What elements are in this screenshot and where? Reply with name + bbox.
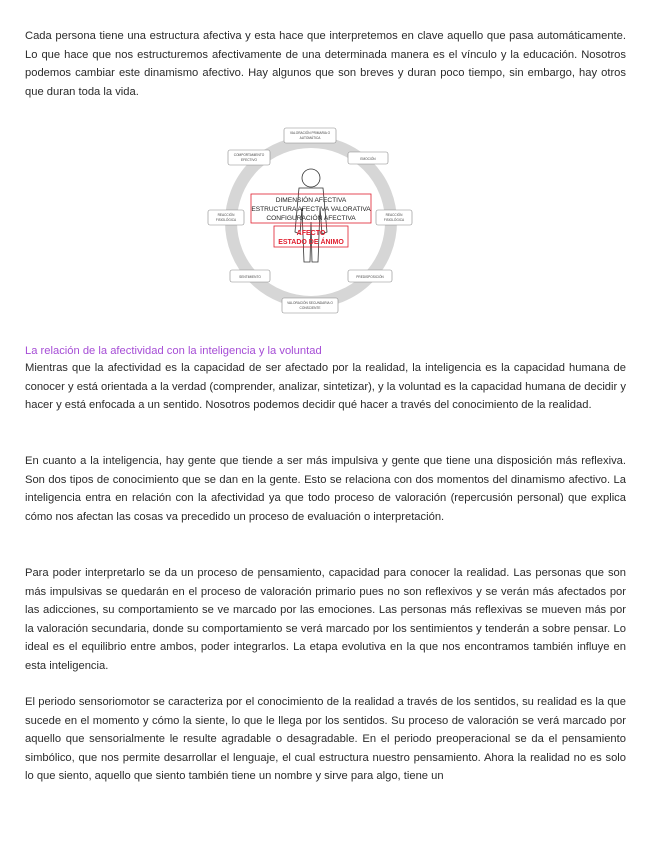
- svg-text:EMOCIÓN: EMOCIÓN: [360, 157, 376, 161]
- svg-text:VALORACIÓN SECUNDARIA O: VALORACIÓN SECUNDARIA O: [287, 301, 333, 305]
- paragraph-sensorimotor: El periodo sensoriomotor se caracteriza por el conocimiento de la realidad a través de los sentidos, su realidad es la que sucede en el momento y cómo la siente, lo que le llega por los sentidos. Su proceso de valoración se verá marcado por aquello que sensorialmente le resulte agradable o desagradable. En el periodo preoperacional se da el pensamiento simbólico, que nos permite desarrollar el lenguaje, el cual estructura nuestro pensamiento. Ahora la realidad no es solo lo que siento, aquello que siento también tiene un nombre y sirve para algo, tiene un: [25, 696, 626, 783]
- node-right: [376, 210, 412, 225]
- svg-text:PREDISPOSICIÓN: PREDISPOSICIÓN: [356, 275, 384, 279]
- svg-text:SENTIMIENTO: SENTIMIENTO: [239, 275, 261, 279]
- center-line-1: DIMENSIÓN AFECTIVA: [275, 197, 347, 204]
- node-top-left: [228, 150, 270, 165]
- svg-text:VALORACIÓN PRIMARIA O: VALORACIÓN PRIMARIA O: [289, 131, 331, 135]
- section-heading: La relación de la afectividad con la inteligencia y la voluntad: [25, 345, 322, 357]
- node-top-right: [348, 152, 388, 164]
- node-top: [284, 128, 336, 143]
- svg-text:AUTOMÁTICA: AUTOMÁTICA: [299, 136, 321, 140]
- node-bottom-right: [348, 270, 392, 282]
- paragraph-intelligence-types: En cuanto a la inteligencia, hay gente que tiende a ser más impulsiva y gente que tiene una disposición más reflexiva. Son dos tipos de conocimiento que se dan en la gente. Esto se relaciona con dos momentos del dinamismo afectivo. La inteligencia entra en relación con la afectividad ya que todo proceso de valoración (repercusión personal) que explica cómo nos afectan las cosas va precedido un proceso de evaluación o interpretación.: [25, 455, 626, 523]
- center-line-2: ESTRUCTURA AFECTIVA VALORATIVA: [251, 206, 371, 213]
- node-bottom-left: [230, 270, 270, 282]
- center-line-3: CONFIGURACIÓN AFECTIVA: [266, 215, 356, 222]
- node-left: [208, 210, 244, 225]
- svg-text:COMPORTAMIENTO: COMPORTAMIENTO: [233, 153, 265, 157]
- paragraph-intro: Cada persona tiene una estructura afectiva y esta hace que interpretemos en clave aquello que pasa automáticamente. Lo que hace que nos estructuremos afectivamente de una determinada manera es el vínculo y la educación. Nosotros podemos cambiar este dinamismo afectivo. Hay algunos que son breves y duran poco tiempo, sin embargo, hay otros que duran toda la vida.: [25, 30, 626, 98]
- svg-text:CONSCIENTE: CONSCIENTE: [299, 306, 321, 310]
- affective-dimension-diagram: [196, 122, 426, 318]
- affect-label: AFECTO: [296, 230, 326, 237]
- paragraph-thought-process: Para poder interpretarlo se da un proceso de pensamiento, capacidad para conocer la realidad. Las personas que son más impulsivas se quedarán en el proceso de valoración primario pues no son reflexivos y se verán más afectados por las adicciones, su comportamiento se ve marcado por las emociones. Las personas más reflexivas se mueven más por la valoración secundaria, donde su comportamiento se verá marcado por los sentimientos y tenderán a sobre pensar. Lo ideal es el equilibrio entre ambos, poder integrarlos. La etapa evolutiva en la que nos encontramos también influye en esta inteligencia.: [25, 567, 626, 672]
- svg-text:REACCIÓN: REACCIÓN: [385, 213, 403, 217]
- diagram-svg: [196, 122, 426, 318]
- node-bottom: [282, 298, 338, 313]
- svg-text:FISIOLÓGICA: FISIOLÓGICA: [215, 218, 237, 222]
- mood-label: ESTADO DE ÁNIMO: [278, 239, 344, 246]
- svg-text:FISIOLÓGICA: FISIOLÓGICA: [383, 218, 405, 222]
- svg-text:REACCIÓN: REACCIÓN: [217, 213, 235, 217]
- svg-text:EFECTIVO: EFECTIVO: [241, 158, 257, 162]
- paragraph-affectivity-intelligence: Mientras que la afectividad es la capacidad de ser afectado por la realidad, la inteligencia es la capacidad humana de conocer y está orientada a la verdad (comprender, analizar, sintetizar), y la voluntad es la capacidad humana de decidir y hacer y está enfocada a un sentido. Nosotros podemos decidir qué hacer a través del conocimiento de la realidad.: [25, 362, 626, 412]
